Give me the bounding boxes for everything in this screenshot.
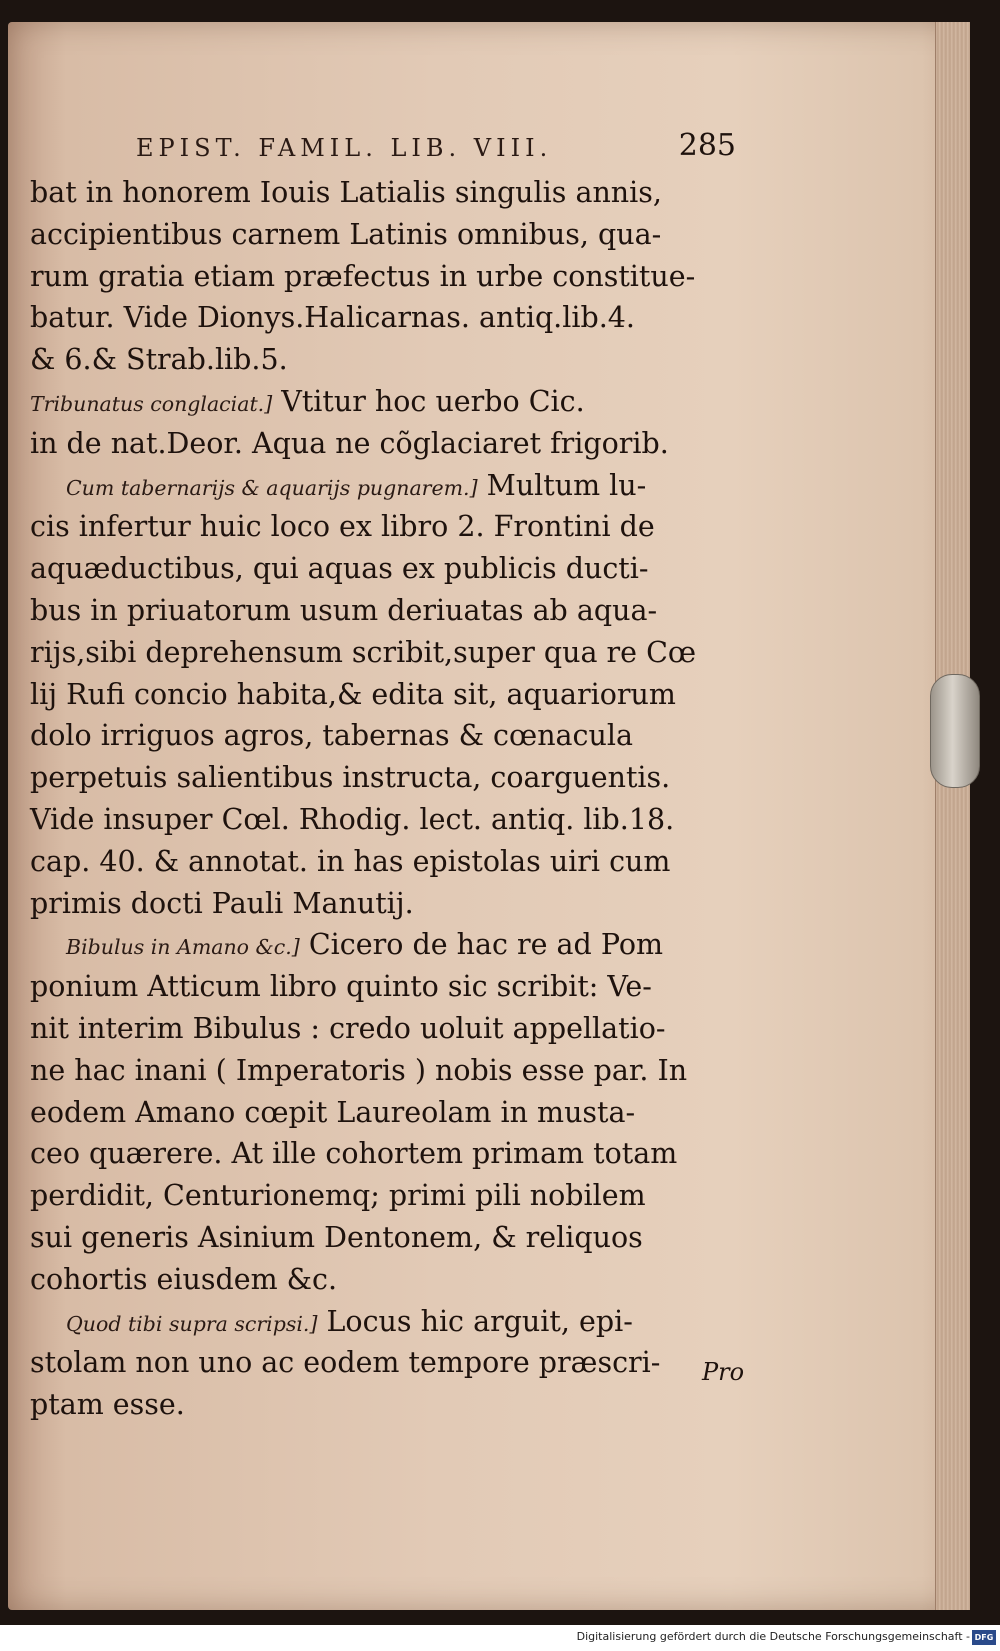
text-line: [30, 1259, 760, 1301]
credit-bar: [0, 1625, 1000, 1651]
text-line: [30, 757, 760, 799]
line-text: perpetuis salientibus instructa, coarguentis.: [30, 761, 671, 795]
text-line: [30, 841, 760, 883]
line-text: eodem Amano cœpit Laureolam in musta-: [30, 1095, 636, 1129]
text-line: [30, 465, 760, 507]
book-page: [8, 22, 970, 1610]
line-text: in de nat.Deor. Aqua ne cõglaciaret frigorib.: [30, 426, 669, 460]
text-line: [30, 590, 760, 632]
catchword: Pro: [702, 1358, 745, 1386]
lemma: Quod tibi supra scripsi.]: [66, 1311, 318, 1336]
text-line: [30, 1301, 760, 1343]
line-text: dolo irriguos agros, tabernas & cœnacula: [30, 719, 633, 753]
text-line: [30, 632, 760, 674]
line-text: Vide insuper Cœl. Rhodig. lect. antiq. lib.18.: [30, 802, 675, 836]
page-number: 285: [678, 128, 736, 163]
text-line: [30, 715, 760, 757]
line-text: ne hac inani ( Imperatoris ) nobis esse par. In: [30, 1053, 688, 1087]
body-text: [30, 172, 760, 1426]
line-text: lij Rufi concio habita,& edita sit, aquariorum: [30, 677, 676, 711]
text-line: [30, 423, 760, 465]
line-text: nit interim Bibulus : credo uoluit appellatio-: [30, 1011, 666, 1045]
line-text: primis docti Pauli Manutij.: [30, 886, 414, 920]
lemma: Bibulus in Amano &c.]: [66, 935, 300, 960]
text-line: [30, 297, 760, 339]
line-text: perdidit, Centurionemq; primi pili nobilem: [30, 1179, 646, 1213]
lemma: Tribunatus conglaciat.]: [30, 391, 273, 416]
text-line: [30, 1217, 760, 1259]
line-text: cis infertur huic loco ex libro 2. Frontini de: [30, 510, 655, 544]
line-text: & 6.& Strab.lib.5.: [30, 343, 288, 377]
line-text: rum gratia etiam præfectus in urbe constitue-: [30, 259, 696, 293]
text-line: [30, 1342, 760, 1384]
page-edge: [935, 22, 970, 1610]
line-text: ponium Atticum libro quinto sic scribit: Ve-: [30, 970, 652, 1004]
dfg-logo: DFG: [972, 1630, 996, 1645]
text-line: [30, 256, 760, 298]
line-text: cohortis eiusdem &c.: [30, 1262, 338, 1296]
running-head: EPIST. FAMIL. LIB. VIII.: [136, 134, 553, 162]
line-text: ptam esse.: [30, 1388, 185, 1422]
text-line: [30, 924, 760, 966]
text-line: [30, 172, 760, 214]
text-line: [30, 506, 760, 548]
text-line: [30, 548, 760, 590]
text-line: [30, 1384, 760, 1426]
line-text: Vtitur hoc uerbo Cic.: [272, 384, 585, 418]
lemma: Cum tabernarijs & aquarijs pugnarem.]: [66, 475, 478, 500]
text-line: [30, 1008, 760, 1050]
line-text: bus in priuatorum usum deriuatas ab aqua-: [30, 593, 658, 627]
text-line: [30, 1175, 760, 1217]
text-line: [30, 1133, 760, 1175]
line-text: ceo quærere. At ille cohortem primam totam: [30, 1137, 678, 1171]
line-text: Cicero de hac re ad Pom: [299, 928, 664, 962]
line-text: batur. Vide Dionys.Halicarnas. antiq.lib.4.: [30, 301, 635, 335]
text-line: [30, 799, 760, 841]
line-text: stolam non uno ac eodem tempore præscri-: [30, 1346, 661, 1380]
page-header: [136, 128, 736, 164]
line-text: accipientibus carnem Latinis omnibus, qua-: [30, 217, 662, 251]
text-line: [30, 674, 760, 716]
text-line: [30, 381, 760, 423]
line-text: Multum lu-: [477, 468, 647, 502]
line-text: rijs,sibi deprehensum scribit,super qua re Cœ: [30, 635, 697, 669]
text-line: [30, 966, 760, 1008]
line-text: bat in honorem Iouis Latialis singulis annis,: [30, 176, 662, 209]
text-line: [30, 1050, 760, 1092]
line-text: sui generis Asinium Dentonem, & reliquos: [30, 1220, 643, 1254]
page-clip: [930, 674, 980, 788]
text-line: [30, 883, 760, 925]
text-line: [30, 1092, 760, 1134]
line-text: cap. 40. & annotat. in has epistolas uiri cum: [30, 844, 671, 878]
line-text: Locus hic arguit, epi-: [317, 1304, 633, 1338]
credit-text: Digitalisierung gefördert durch die Deutsche Forschungsgemeinschaft -: [576, 1630, 970, 1643]
text-line: [30, 339, 760, 381]
line-text: aquæductibus, qui aquas ex publicis ducti-: [30, 552, 649, 586]
text-line: [30, 214, 760, 256]
